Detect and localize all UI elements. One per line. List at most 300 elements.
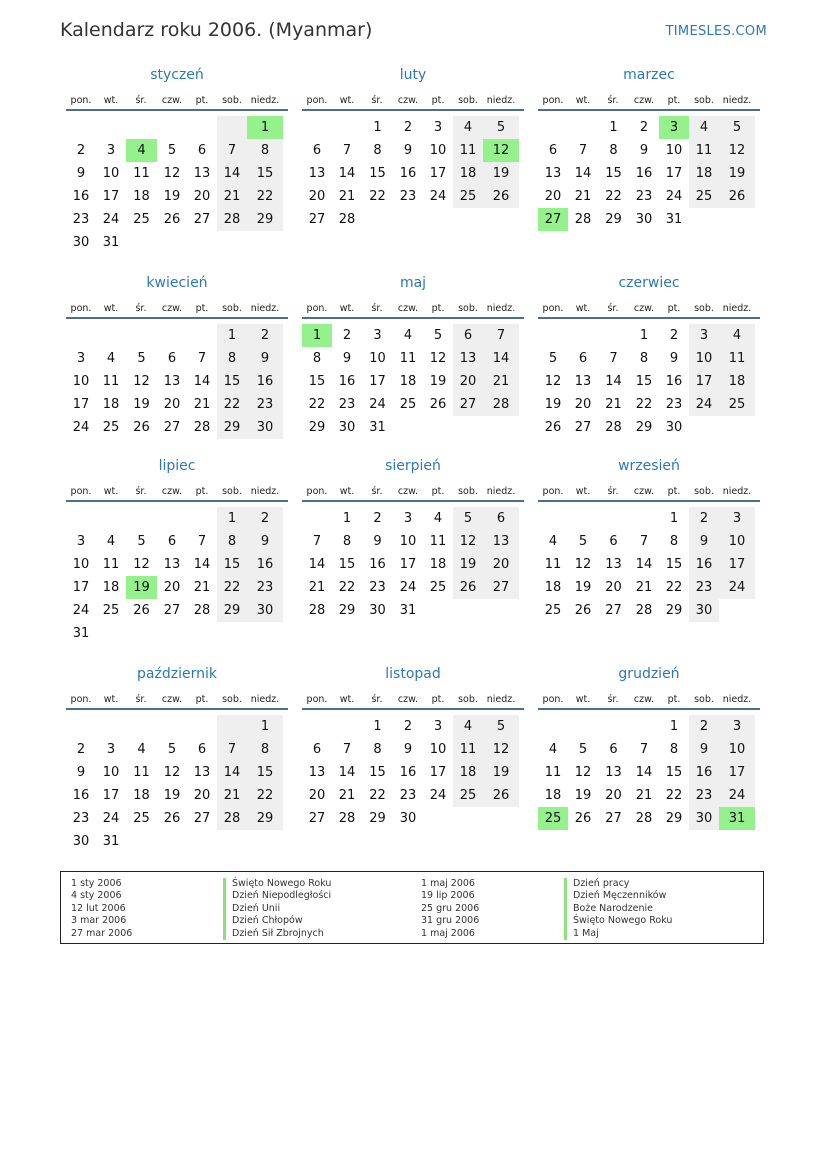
legend-holiday-name: Dzień pracy [564, 878, 672, 890]
day-cell: 13 [574, 374, 592, 389]
day-cell: 18 [133, 788, 150, 803]
day-cell: 11 [544, 765, 562, 780]
day-cell: 24 [429, 189, 447, 204]
day-cell: 4 [548, 742, 558, 757]
day-cell: 25 [429, 580, 447, 595]
day-cell: 14 [308, 557, 326, 572]
day-cell: 1 [217, 324, 247, 347]
day-cell: 13 [193, 166, 211, 181]
day-cell: 10 [665, 143, 683, 158]
weekday-label: czw. [633, 486, 655, 497]
day-cell: 2 [689, 715, 719, 738]
header-rule [302, 109, 524, 111]
day-cell: 19 [163, 788, 181, 803]
day-cell: 3 [76, 351, 86, 366]
weekday-label: sob. [458, 486, 478, 497]
day-cell: 23 [338, 397, 356, 412]
day-cell: 25 [719, 393, 755, 416]
weekday-label: pon. [542, 694, 564, 705]
day-cell: 30 [689, 599, 719, 622]
day-cell: 29 [217, 599, 247, 622]
day-cell: 7 [639, 742, 649, 757]
day-cell: 14 [605, 374, 622, 389]
day-cell: 14 [483, 347, 519, 370]
day-cell: 6 [167, 534, 177, 549]
day-cell: 25 [453, 185, 483, 208]
month-name: sierpień [385, 458, 441, 474]
weekday-header [538, 694, 760, 714]
day-cell: 7 [197, 534, 207, 549]
day-cell: 24 [102, 811, 120, 826]
day-cell: 5 [578, 534, 588, 549]
day-cell: 26 [429, 397, 447, 412]
weekday-header [66, 95, 288, 115]
day-cell: 21 [193, 397, 211, 412]
header-rule [66, 109, 288, 111]
day-cell: 26 [574, 811, 592, 826]
legend-date: 31 gru 2006 [421, 915, 480, 927]
day-cell: 13 [453, 347, 483, 370]
day-cell: 18 [544, 788, 562, 803]
header-rule [302, 500, 524, 502]
weekday-label: niedz. [722, 303, 752, 314]
day-cell: 18 [429, 557, 447, 572]
weekday-label: czw. [397, 303, 419, 314]
empty-weekend-cell [217, 715, 247, 738]
day-cell: 12 [574, 557, 592, 572]
day-cell: 19 [719, 162, 755, 185]
weekday-label: wt. [103, 95, 119, 106]
weekday-label: sob. [222, 303, 242, 314]
day-cell: 23 [665, 397, 683, 412]
day-cell: 28 [193, 603, 211, 618]
weekday-label: pon. [70, 694, 92, 705]
day-cell: 2 [639, 120, 649, 135]
weekday-label: śr. [135, 486, 147, 497]
day-cell: 26 [133, 603, 150, 618]
day-cell: 17 [429, 765, 447, 780]
weekday-label: pon. [70, 486, 92, 497]
day-cell: 19 [163, 189, 181, 204]
month-name: listopad [385, 666, 441, 682]
weekday-label: pt. [195, 694, 209, 705]
legend-date: 1 sty 2006 [71, 878, 122, 889]
day-cell: 3 [76, 534, 86, 549]
day-cell: 10 [369, 351, 386, 366]
brand-logo[interactable]: TIMESLES.COM [665, 24, 767, 39]
weekday-label: wt. [103, 486, 119, 497]
month-block [538, 458, 760, 622]
day-cell: 6 [578, 351, 588, 366]
day-cell: 7 [609, 351, 618, 366]
day-cell: 29 [338, 603, 356, 618]
day-cell: 11 [453, 139, 483, 162]
legend-date: 25 gru 2006 [421, 902, 480, 914]
day-cell: 11 [102, 374, 120, 389]
weekday-label: czw. [397, 486, 419, 497]
day-cell: 29 [369, 811, 386, 826]
day-cell: 17 [719, 761, 755, 784]
day-cell: 8 [639, 351, 649, 366]
day-cell: 14 [193, 374, 211, 389]
day-cell: 2 [342, 328, 352, 343]
day-cell: 18 [133, 189, 150, 204]
day-cell: 21 [217, 185, 247, 208]
weekday-label: niedz. [250, 303, 280, 314]
day-cell: 25 [544, 603, 562, 618]
day-cell: 4 [433, 511, 443, 526]
day-cell: 31 [102, 235, 120, 250]
day-cell: 27 [605, 603, 622, 618]
day-cell: 30 [247, 599, 283, 622]
weekday-label: wt. [103, 303, 119, 314]
day-cell: 21 [574, 189, 592, 204]
legend-holiday-name: 1 Maj [564, 928, 672, 940]
day-cell: 18 [719, 370, 755, 393]
weekday-label: pt. [431, 486, 445, 497]
weekday-label: śr. [135, 303, 147, 314]
day-cell: 14 [635, 557, 653, 572]
day-cell: 10 [719, 738, 755, 761]
day-cell: 8 [217, 530, 247, 553]
day-cell: 16 [72, 189, 90, 204]
day-cell: 8 [217, 347, 247, 370]
day-cell: 25 [102, 420, 120, 435]
day-cell: 6 [167, 351, 177, 366]
day-cell: 2 [669, 328, 679, 343]
weekday-label: sob. [694, 303, 714, 314]
day-cell: 14 [574, 166, 592, 181]
day-cell: 28 [574, 212, 592, 227]
weekday-label: pt. [195, 486, 209, 497]
day-cell: 30 [338, 420, 356, 435]
day-cell: 3 [106, 742, 116, 757]
day-grid [66, 715, 288, 853]
day-cell: 7 [312, 534, 322, 549]
day-cell: 9 [403, 742, 413, 757]
day-cell: 21 [338, 788, 356, 803]
day-cell: 23 [399, 788, 417, 803]
day-cell: 22 [308, 397, 326, 412]
day-cell: 12 [163, 166, 181, 181]
month-block [302, 67, 524, 231]
day-cell: 13 [163, 557, 181, 572]
day-cell: 5 [453, 507, 483, 530]
day-cell: 5 [167, 742, 177, 757]
day-cell: 15 [217, 553, 247, 576]
legend-holiday-name: Święto Nowego Roku [223, 878, 331, 890]
day-cell: 19 [574, 580, 592, 595]
weekday-label: pt. [667, 694, 681, 705]
weekday-label: pt. [195, 303, 209, 314]
day-cell: 5 [167, 143, 177, 158]
day-cell: 22 [217, 576, 247, 599]
day-cell: 20 [163, 580, 181, 595]
day-cell: 11 [399, 351, 417, 366]
holiday-day-cell: 4 [126, 139, 157, 162]
month-name: lipiec [158, 458, 196, 474]
day-cell: 18 [102, 397, 120, 412]
day-cell: 9 [403, 143, 413, 158]
day-cell: 17 [72, 580, 90, 595]
day-cell: 2 [76, 742, 86, 757]
holiday-day-cell: 19 [126, 576, 157, 599]
day-cell: 17 [369, 374, 386, 389]
day-cell: 8 [373, 143, 382, 158]
legend-holiday-name: Dzień Niepodległości [223, 890, 331, 902]
day-cell: 2 [247, 507, 283, 530]
day-cell: 13 [163, 374, 181, 389]
day-cell: 27 [193, 212, 211, 227]
day-cell: 2 [247, 324, 283, 347]
day-cell: 29 [635, 420, 653, 435]
weekday-label: niedz. [486, 486, 516, 497]
day-cell: 26 [719, 185, 755, 208]
day-cell: 10 [72, 557, 90, 572]
day-cell: 29 [247, 807, 283, 830]
weekday-label: śr. [371, 95, 383, 106]
day-cell: 30 [72, 834, 90, 849]
day-cell: 20 [544, 189, 562, 204]
day-cell: 6 [609, 742, 618, 757]
day-cell: 24 [72, 603, 90, 618]
month-block [538, 275, 760, 439]
weekday-label: śr. [371, 486, 383, 497]
day-cell: 19 [483, 162, 519, 185]
holiday-day-cell: 25 [538, 807, 568, 830]
day-cell: 20 [574, 397, 592, 412]
day-cell: 9 [342, 351, 352, 366]
holiday-day-cell: 1 [247, 116, 283, 139]
day-cell: 18 [453, 761, 483, 784]
weekday-header [538, 303, 760, 323]
day-cell: 8 [373, 742, 382, 757]
day-cell: 6 [312, 742, 322, 757]
legend-dates-right [421, 878, 479, 940]
legend-date: 3 mar 2006 [71, 915, 127, 927]
day-cell: 6 [197, 143, 207, 158]
weekday-label: czw. [633, 303, 655, 314]
day-cell: 26 [453, 576, 483, 599]
weekday-label: pt. [667, 95, 681, 106]
month-name: maj [399, 275, 427, 291]
day-cell: 6 [197, 742, 207, 757]
day-cell: 1 [247, 715, 283, 738]
legend-dates-left [71, 878, 132, 940]
day-cell: 5 [137, 534, 146, 549]
day-cell: 5 [719, 116, 755, 139]
day-cell: 5 [483, 715, 519, 738]
day-cell: 20 [483, 553, 519, 576]
day-cell: 3 [433, 120, 443, 135]
day-cell: 28 [338, 811, 356, 826]
day-cell: 15 [605, 166, 622, 181]
day-cell: 6 [312, 143, 322, 158]
day-cell: 17 [72, 397, 90, 412]
header-rule [538, 317, 760, 319]
day-cell: 15 [217, 370, 247, 393]
day-cell: 12 [133, 557, 150, 572]
legend-holiday-name: Święto Nowego Roku [564, 915, 672, 927]
day-cell: 5 [483, 116, 519, 139]
weekday-header [66, 303, 288, 323]
weekday-label: sob. [222, 694, 242, 705]
weekday-label: pon. [70, 95, 92, 106]
weekday-label: czw. [633, 95, 655, 106]
weekday-label: wt. [575, 303, 591, 314]
day-cell: 10 [102, 166, 120, 181]
day-cell: 26 [133, 420, 150, 435]
weekday-label: pon. [542, 486, 564, 497]
day-cell: 9 [373, 534, 382, 549]
weekday-label: czw. [161, 486, 183, 497]
weekday-label: wt. [575, 694, 591, 705]
month-block [66, 666, 288, 853]
day-cell: 4 [453, 116, 483, 139]
day-grid [302, 324, 524, 439]
day-cell: 11 [719, 347, 755, 370]
day-cell: 22 [217, 393, 247, 416]
day-cell: 26 [483, 784, 519, 807]
day-cell: 3 [689, 324, 719, 347]
weekday-header [66, 694, 288, 714]
weekday-label: niedz. [486, 95, 516, 106]
legend-date: 27 mar 2006 [71, 927, 133, 939]
weekday-label: pon. [306, 303, 328, 314]
month-block [302, 666, 524, 830]
day-cell: 9 [689, 530, 719, 553]
weekday-label: śr. [607, 95, 619, 106]
legend-holiday-name: Dzień Sił Zbrojnych [223, 928, 331, 940]
day-cell: 12 [163, 765, 181, 780]
day-cell: 10 [102, 765, 120, 780]
day-grid [538, 507, 760, 622]
weekday-label: czw. [397, 694, 419, 705]
day-cell: 20 [193, 788, 211, 803]
header-rule [66, 708, 288, 710]
weekday-label: niedz. [722, 95, 752, 106]
day-cell: 2 [403, 120, 413, 135]
day-grid [302, 116, 524, 231]
weekday-label: sob. [458, 694, 478, 705]
holiday-day-cell: 31 [719, 807, 755, 830]
day-cell: 30 [369, 603, 386, 618]
weekday-label: wt. [103, 694, 119, 705]
day-cell: 14 [338, 765, 356, 780]
month-name: luty [399, 67, 427, 83]
month-block [302, 458, 524, 622]
weekday-label: śr. [135, 694, 147, 705]
day-cell: 4 [689, 116, 719, 139]
day-cell: 19 [574, 788, 592, 803]
weekday-label: sob. [458, 95, 478, 106]
day-cell: 7 [217, 139, 247, 162]
day-cell: 20 [453, 370, 483, 393]
day-cell: 24 [665, 189, 683, 204]
day-cell: 13 [483, 530, 519, 553]
day-cell: 17 [102, 788, 120, 803]
day-cell: 21 [338, 189, 356, 204]
day-cell: 21 [193, 580, 211, 595]
day-cell: 19 [453, 553, 483, 576]
day-cell: 5 [578, 742, 588, 757]
day-cell: 22 [369, 788, 386, 803]
day-cell: 20 [605, 788, 622, 803]
weekday-label: pt. [431, 95, 445, 106]
day-cell: 21 [217, 784, 247, 807]
day-cell: 24 [369, 397, 386, 412]
day-grid [66, 507, 288, 645]
day-cell: 30 [247, 416, 283, 439]
month-name: październik [137, 666, 217, 682]
weekday-label: wt. [575, 486, 591, 497]
day-cell: 8 [669, 742, 679, 757]
day-cell: 3 [106, 143, 116, 158]
day-cell: 15 [665, 557, 683, 572]
weekday-label: sob. [222, 95, 242, 106]
weekday-header [302, 486, 524, 506]
day-cell: 8 [669, 534, 679, 549]
day-cell: 10 [429, 742, 447, 757]
day-cell: 23 [72, 212, 90, 227]
day-cell: 14 [338, 166, 356, 181]
day-cell: 17 [429, 166, 447, 181]
day-cell: 4 [137, 742, 146, 757]
day-cell: 12 [429, 351, 447, 366]
day-cell: 15 [338, 557, 356, 572]
header-rule [538, 708, 760, 710]
day-cell: 23 [247, 576, 283, 599]
weekday-header [302, 303, 524, 323]
day-cell: 26 [544, 420, 562, 435]
day-cell: 4 [453, 715, 483, 738]
day-cell: 24 [719, 576, 755, 599]
day-cell: 30 [689, 807, 719, 830]
header-rule [302, 317, 524, 319]
day-cell: 22 [247, 185, 283, 208]
weekday-label: czw. [633, 694, 655, 705]
weekday-label: pt. [195, 95, 209, 106]
legend-date: 1 maj 2006 [421, 878, 475, 889]
legend-date: 1 maj 2006 [421, 927, 475, 939]
day-cell: 18 [544, 580, 562, 595]
day-cell: 1 [342, 511, 352, 526]
weekday-label: pon. [306, 95, 328, 106]
day-cell: 25 [453, 784, 483, 807]
day-cell: 11 [133, 765, 150, 780]
month-block [66, 458, 288, 645]
weekday-label: wt. [575, 95, 591, 106]
legend-holiday-name: Dzień Chłopów [223, 915, 331, 927]
weekday-label: niedz. [722, 694, 752, 705]
day-cell: 11 [429, 534, 447, 549]
month-block [538, 666, 760, 830]
legend-date: 19 lip 2006 [421, 890, 475, 902]
day-cell: 15 [369, 765, 386, 780]
holiday-day-cell: 12 [483, 139, 519, 162]
day-cell: 15 [308, 374, 326, 389]
day-cell: 4 [106, 534, 116, 549]
day-cell: 29 [247, 208, 283, 231]
day-cell: 6 [548, 143, 558, 158]
day-cell: 9 [76, 765, 86, 780]
day-cell: 9 [669, 351, 679, 366]
day-cell: 17 [689, 370, 719, 393]
day-cell: 3 [719, 715, 755, 738]
day-cell: 25 [399, 397, 417, 412]
day-cell: 31 [665, 212, 683, 227]
day-cell: 1 [373, 120, 382, 135]
